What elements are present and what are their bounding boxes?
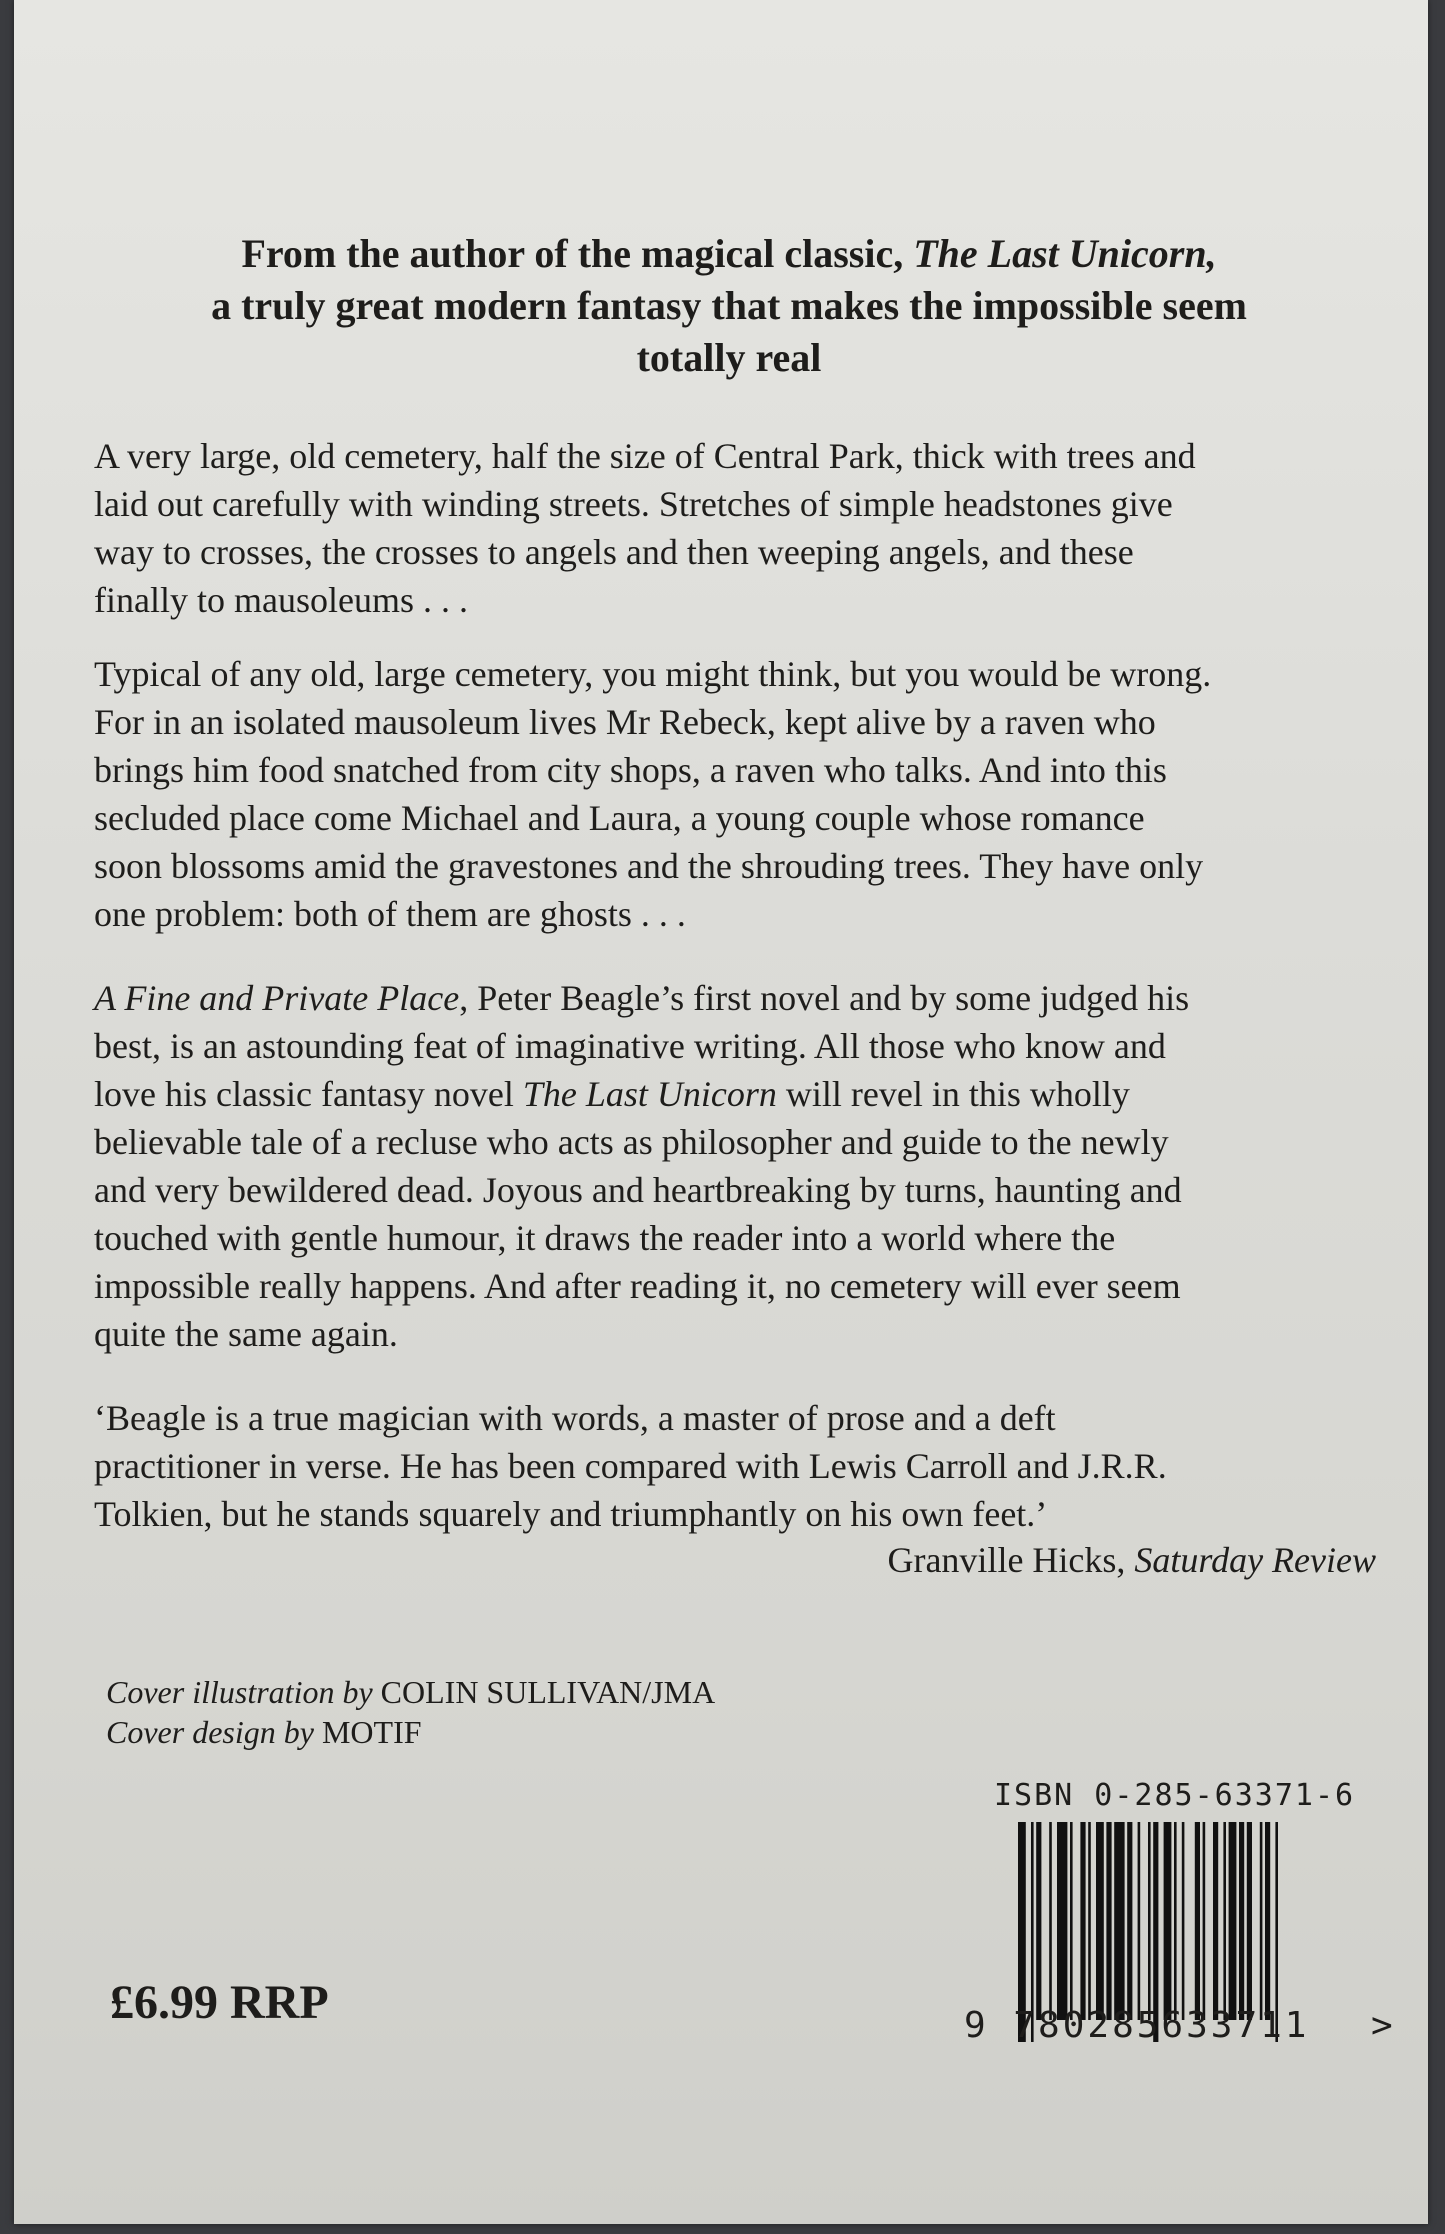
paragraph-story: Typical of any old, large cemetery, you might think, but you would be wrong. For in an isolated mausoleum lives Mr Rebeck, kept alive by a raven who brings him food snatched from city shops, a raven who talks. And into this secluded place come Michael and Laura, a young couple whose romance soon blossoms amid the gravestones and the shrouding trees. They have only one problem: both of them are ghosts . . .	[94, 654, 1212, 934]
headline-line-3: totally real	[636, 335, 822, 380]
paragraph-praise: A Fine and Private Place, Peter Beagle’s first novel and by some judged his best, is an astounding feat of imaginative writing. All those who know and love his classic fantasy novel The Last Unicorn will revel in this wholly believable tale of a recluse who acts as philosopher and guide to the newly and very bewildered dead. Joyous and heartbreaking by turns, haunting and touched with gentle humour, it draws the reader into a world where the impossible really happens. And after reading it, no cemetery will ever seem quite the same again.	[94, 978, 1190, 1354]
headline	[104, 228, 1354, 384]
novel-title: A Fine and Private Place	[94, 978, 460, 1018]
review-quote: ‘Beagle is a true magician with words, a master of prose and a deft practitioner in verse. He has been compared with Lewis Carroll and J.R.R. Tolkien, but he stands squarely and triumphantly on his own feet.’	[94, 1398, 1167, 1534]
quote-attribution: Granville Hicks, Saturday Review	[887, 1540, 1376, 1580]
classic-title: The Last Unicorn	[522, 1074, 777, 1114]
quote-source: Saturday Review	[1134, 1540, 1376, 1580]
ean-digits: 9 780285633711	[964, 2005, 1310, 2046]
headline-line-1: From the author of the magical classic, The Last Unicorn,	[241, 231, 1217, 276]
isbn-number: ISBN 0-285-63371-6	[994, 1778, 1356, 1813]
paragraph-cemetery: A very large, old cemetery, half the size of Central Park, thick with trees and laid out carefully with winding streets. Stretches of simple headstones give way to crosses, the crosses to angels and then weeping angels, and these finally to mausoleums . . .	[94, 436, 1196, 620]
ean-arrow-icon: >	[1371, 2005, 1393, 2046]
cover-credits	[106, 1672, 715, 1752]
back-cover	[14, 0, 1428, 2224]
illustration-credit: Cover illustration by COLIN SULLIVAN/JMA	[106, 1674, 716, 1710]
design-credit: Cover design by MOTIF	[106, 1714, 422, 1750]
headline-line-2: a truly great modern fantasy that makes the impossible seem	[211, 283, 1247, 328]
price-label: £6.99 RRP	[110, 1976, 329, 2029]
headline-book-title: The Last Unicorn,	[913, 231, 1217, 276]
